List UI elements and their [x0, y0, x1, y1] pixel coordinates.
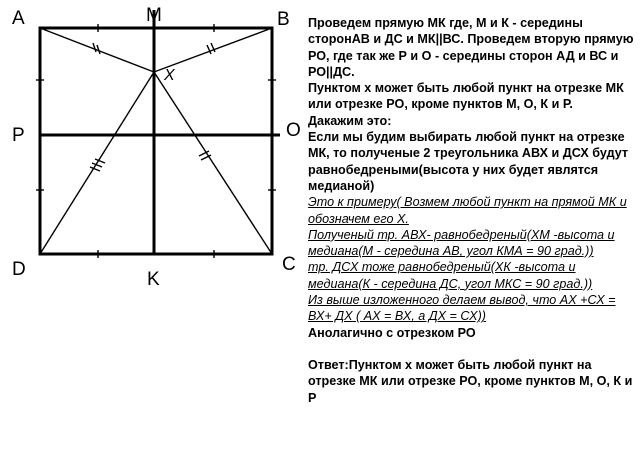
answer-paragraph: Ответ:Пунктом х может быть любой пункт на отрезке МК или отрезке РО, кроме пунктов М, О, К и Р — [308, 357, 633, 405]
example-line: Полученый тр. АВХ- равнобедреный(ХМ -высота и медиана(М - середина АВ, угол КМА = 90 град.)) — [308, 227, 615, 259]
claim-paragraph: Пунктом х может быть любой пункт на отрезке МК или отрезке РО, кроме пунктов М, О, К и Р. — [308, 81, 624, 112]
point-x-label: X — [164, 67, 175, 84]
spacer — [308, 341, 638, 357]
solution-text — [308, 15, 638, 406]
square-abcd — [40, 28, 272, 254]
label-o: O — [286, 120, 301, 141]
construction-paragraph: Проведем прямую МК где, М и К - середины сторонАВ и ДС и МК||ВС. Проведем вторую прямую РО, где так же Р и О - середины сторон АД и ВС и РО||ДС. — [308, 16, 634, 79]
square-geometry-figure — [0, 0, 310, 454]
label-k: K — [147, 269, 160, 290]
segment-ax — [40, 28, 154, 72]
example-line: Из выше изложенного делаем вывод, что АХ +СХ = ВХ+ ДХ ( АХ = ВХ, а ДХ = СХ)) — [308, 293, 616, 324]
side-tick-marks — [36, 24, 276, 258]
label-p: P — [12, 125, 25, 146]
example-line: Это к примеру( Возмем любой пункт на прямой МК и обозначем его Х. — [308, 195, 627, 226]
label-b: B — [277, 9, 290, 30]
example-line: тр. ДСХ тоже равнобедреный(ХК -высота и медиана(К - середина ДС, угол МКС = 90 град.)) — [308, 260, 593, 291]
label-c: C — [282, 254, 296, 275]
segment-dx — [40, 72, 154, 254]
analog-line: Анолагично с отрезком РО — [308, 325, 476, 340]
segment-bx — [154, 28, 272, 72]
segment-cx — [154, 72, 272, 254]
prove-intro: Дакажим это: — [308, 113, 392, 128]
label-m: M — [146, 5, 162, 26]
reasoning-paragraph: Если мы будим выбирать любой пункт на отрезке МК, то полученые 2 треугольника АВХ и ДСХ будут равнобедреными(высота у них будет являтся медианой) — [308, 130, 629, 193]
label-a: A — [12, 8, 25, 29]
label-d: D — [12, 259, 26, 280]
